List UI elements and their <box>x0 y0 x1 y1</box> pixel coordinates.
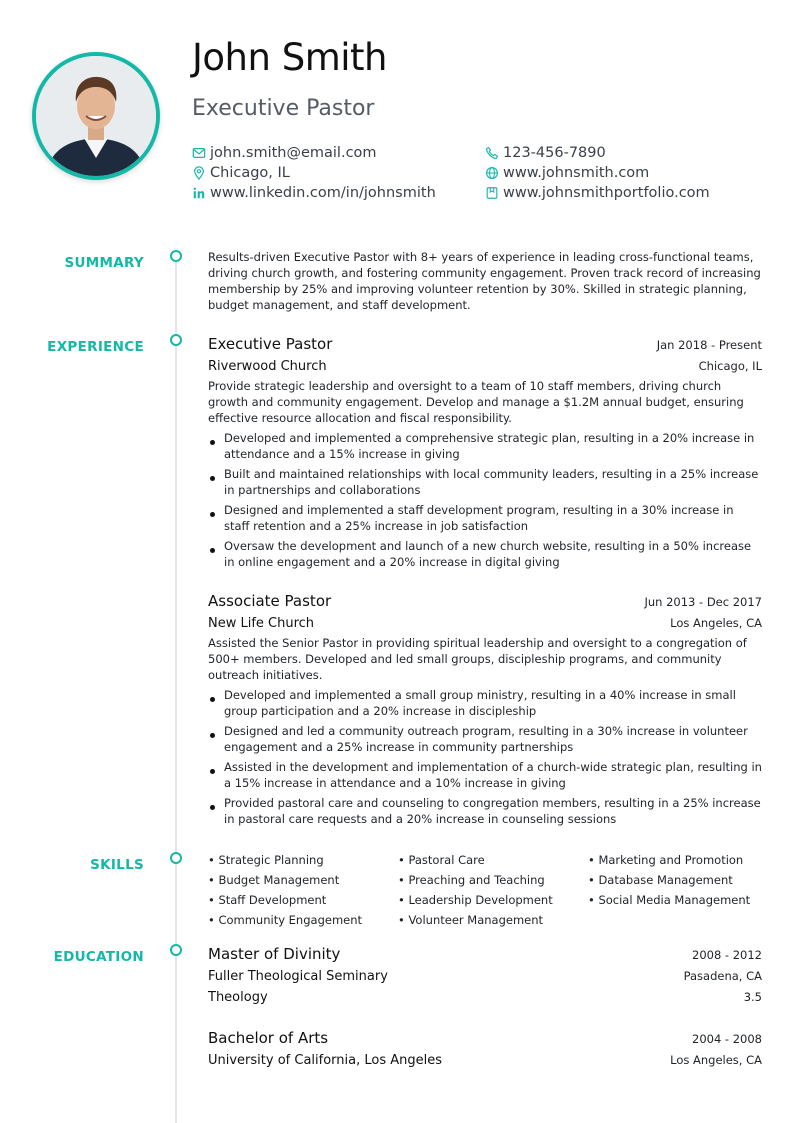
job-org: New Life Church <box>208 616 315 631</box>
school-row <box>208 1053 762 1068</box>
globe-icon <box>485 166 499 180</box>
degree-title: Bachelor of Arts <box>208 1029 329 1047</box>
linkedin-text: www.linkedin.com/in/johnsmith <box>210 185 436 201</box>
website-text: www.johnsmith.com <box>503 165 650 181</box>
timeline-dot-summary <box>170 250 182 262</box>
experience-item <box>208 335 762 574</box>
email-text: john.smith@email.com <box>210 145 377 161</box>
contact-email[interactable] <box>192 143 436 163</box>
experience-item <box>208 592 762 831</box>
summary-text: Results-driven Executive Pastor with 8+ years of experience in leading cross-functional teams, driving church growth, and fostering community engagement. Proven track record of increasing membership by 25% and improving volunteer retention by 30%. Skilled in strategic planning, budget management, and staff development. <box>208 250 761 312</box>
skill-item: • Leadership Development <box>398 892 588 908</box>
skill-item: • Strategic Planning <box>208 852 398 868</box>
degree-dates: 2004 - 2008 <box>692 1032 762 1046</box>
skill-item: • Budget Management <box>208 872 398 888</box>
section-title-education: EDUCATION <box>53 949 144 965</box>
section-title-experience: EXPERIENCE <box>47 339 144 355</box>
skill-item: • Preaching and Teaching <box>398 872 588 888</box>
candidate-role: Executive Pastor <box>192 96 375 121</box>
job-description: Provide strategic leadership and oversight to a team of 10 staff members, driving church growth and community engagement. Develop and manage a $1.2M annual budget, ensuring effective resource allocation and fiscal responsibility. <box>208 379 744 425</box>
list-item: Oversaw the development and launch of a new church website, resulting in a 50% increase in online engagement and a 20% increase in digital giving <box>208 538 762 570</box>
job-title: Associate Pastor <box>208 592 332 610</box>
linkedin-icon <box>192 186 206 200</box>
school-location: Pasadena, CA <box>683 969 762 983</box>
list-item: Developed and implemented a small group ministry, resulting in a 40% increase in small group participation and a 20% increase in discipleship <box>208 687 762 719</box>
job-org-row <box>208 359 762 374</box>
job-dates: Jan 2018 - Present <box>656 338 762 352</box>
contact-phone[interactable] <box>485 143 710 163</box>
job-dates: Jun 2013 - Dec 2017 <box>644 595 762 609</box>
timeline-line <box>175 256 177 1123</box>
phone-icon <box>485 146 499 160</box>
degree-row <box>208 945 762 963</box>
degree-dates: 2008 - 2012 <box>692 948 762 962</box>
skill-item: • Social Media Management <box>588 892 762 908</box>
job-location: Los Angeles, CA <box>670 616 762 630</box>
job-title: Executive Pastor <box>208 335 333 353</box>
job-org-row <box>208 616 762 631</box>
degree-row <box>208 1029 762 1047</box>
education-item <box>208 1029 762 1068</box>
skill-item: • Database Management <box>588 872 762 888</box>
skills-grid <box>208 852 762 928</box>
skill-item: • Marketing and Promotion <box>588 852 762 868</box>
list-item: Provided pastoral care and counseling to congregation members, resulting in a 25% increase in pastoral care requests and a 20% increase in counseling sessions <box>208 795 762 827</box>
avatar-illustration <box>36 56 156 176</box>
skill-item: • Community Engagement <box>208 912 398 928</box>
gpa: 3.5 <box>743 990 762 1004</box>
list-item: Assisted in the development and implementation of a church-wide strategic plan, resulting in a 15% increase in attendance and a 10% increase in giving <box>208 759 762 791</box>
timeline-dot-skills <box>170 852 182 864</box>
section-title-skills: SKILLS <box>90 857 144 873</box>
timeline-dot-experience <box>170 334 182 346</box>
contact-left <box>192 143 436 203</box>
profile-photo <box>32 52 160 180</box>
list-item: Designed and implemented a staff development program, resulting in a 30% increase in staff retention and a 25% increase in job satisfaction <box>208 502 762 534</box>
job-description: Assisted the Senior Pastor in providing spiritual leadership and oversight to a congregation of 500+ members. Developed and led small groups, discipleship programs, and community outreach initiatives. <box>208 636 747 682</box>
school-name: University of California, Los Angeles <box>208 1053 443 1068</box>
school-location: Los Angeles, CA <box>670 1053 762 1067</box>
field-of-study: Theology <box>208 990 268 1005</box>
phone-text: 123-456-7890 <box>503 145 606 161</box>
degree-title: Master of Divinity <box>208 945 341 963</box>
candidate-name: John Smith <box>192 36 387 79</box>
list-item: Built and maintained relationships with local community leaders, resulting in a 25% increase in partnerships and collaborations <box>208 466 762 498</box>
skill-item: • Volunteer Management <box>398 912 588 928</box>
field-row <box>208 990 762 1005</box>
portfolio-text: www.johnsmithportfolio.com <box>503 185 710 201</box>
job-bullets <box>208 430 762 570</box>
school-name: Fuller Theological Seminary <box>208 969 388 984</box>
skill-item: • Staff Development <box>208 892 398 908</box>
list-item: Developed and implemented a comprehensive strategic plan, resulting in a 20% increase in attendance and a 15% increase in giving <box>208 430 762 462</box>
timeline-dot-education <box>170 944 182 956</box>
mail-icon <box>192 146 206 160</box>
portfolio-icon <box>485 186 499 200</box>
contact-portfolio[interactable] <box>485 183 710 203</box>
section-title-summary: SUMMARY <box>64 255 144 271</box>
contact-right <box>485 143 710 203</box>
list-item: Designed and led a community outreach program, resulting in a 30% increase in volunteer engagement and a 25% increase in community partnerships <box>208 723 762 755</box>
job-location: Chicago, IL <box>698 359 762 373</box>
job-bullets <box>208 687 762 827</box>
contact-website[interactable] <box>485 163 710 183</box>
location-text: Chicago, IL <box>210 165 290 181</box>
contact-linkedin[interactable] <box>192 183 436 203</box>
contact-location <box>192 163 436 183</box>
job-org: Riverwood Church <box>208 359 327 374</box>
skill-item: • Pastoral Care <box>398 852 588 868</box>
school-row <box>208 969 762 984</box>
education-item <box>208 945 762 1005</box>
job-header <box>208 592 762 610</box>
job-header <box>208 335 762 353</box>
location-pin-icon <box>192 166 206 180</box>
